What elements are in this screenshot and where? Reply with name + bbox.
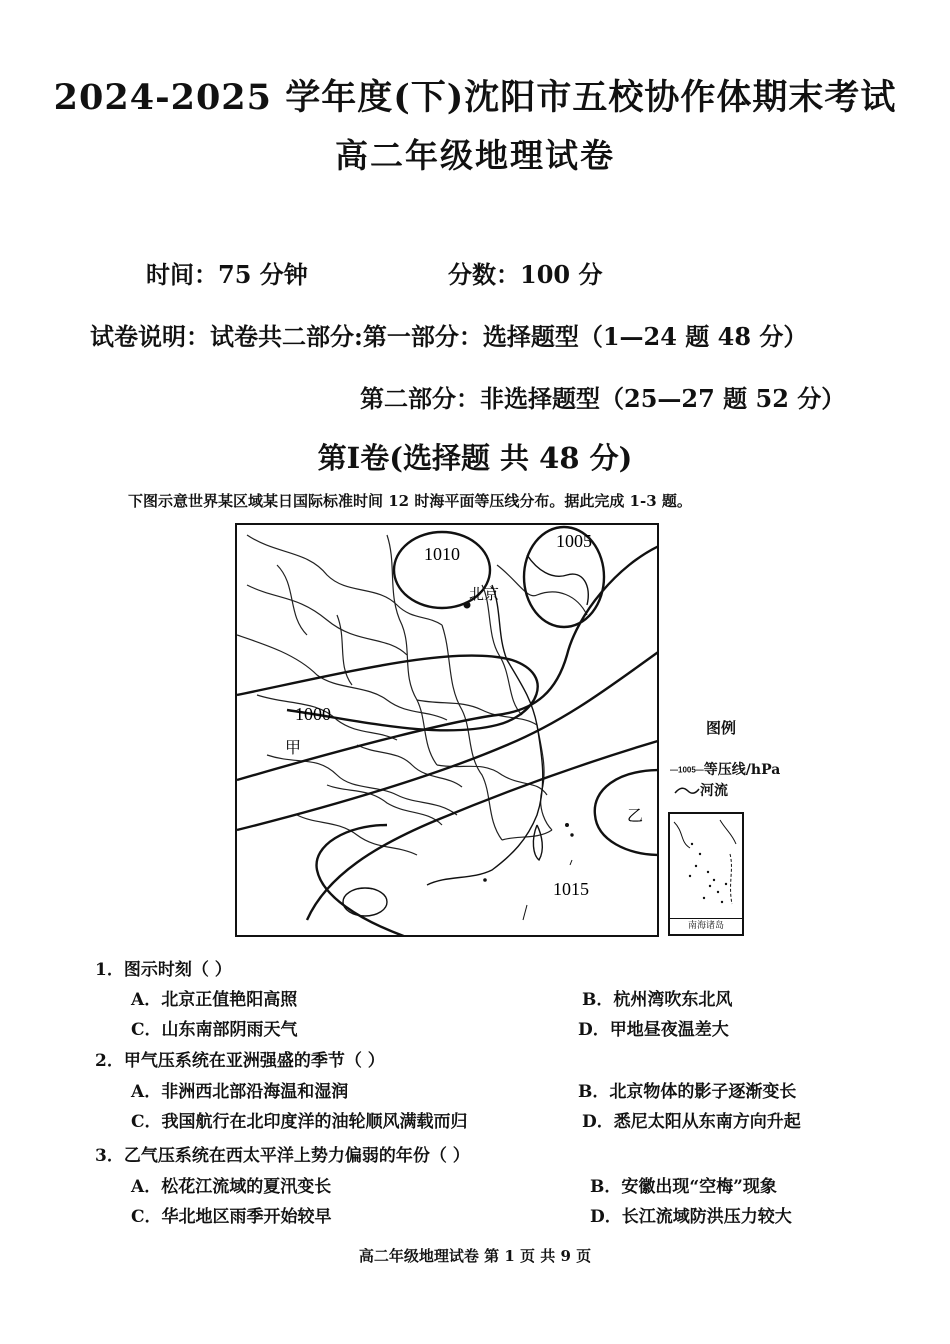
exam-score: 分数：100 分 bbox=[448, 260, 603, 289]
isobar-1005-label: 1005 bbox=[556, 531, 592, 551]
question-2-stem: 2．甲气压系统在亚洲强盛的季节（ ） bbox=[95, 1051, 385, 1071]
question-1-stem: 1．图示时刻（ ） bbox=[95, 960, 232, 980]
isobar-1000-label: 1000 bbox=[295, 704, 331, 724]
section-title: 第Ⅰ卷(选择题 共 48 分) bbox=[317, 441, 633, 475]
exam-description-part2: 第二部分：非选择题型（25—27 题 52 分） bbox=[360, 384, 846, 413]
page-footer: 高二年级地理试卷 第 1 页 共 9 页 bbox=[358, 1247, 592, 1265]
question-3-option-d: D．长江流域防洪压力较大 bbox=[590, 1207, 792, 1227]
legend-river bbox=[674, 780, 728, 800]
river-symbol-icon bbox=[674, 785, 700, 797]
taiwan-island bbox=[533, 825, 542, 860]
legend-isobar: —1005—等压线/hPa bbox=[670, 762, 781, 778]
question-1-option-d: D．甲地昼夜温差大 bbox=[578, 1020, 729, 1040]
south-china-sea-inset bbox=[668, 812, 744, 936]
question-1-option-c: C．山东南部阴雨天气 bbox=[131, 1020, 298, 1040]
legend-title: 图例 bbox=[706, 719, 737, 737]
question-3-option-a: A．松花江流域的夏汛变长 bbox=[131, 1177, 332, 1197]
legend-isobar-sample: 1005 bbox=[678, 765, 696, 775]
question-instruction: 下图示意世界某区域某日国际标准时间 12 时海平面等压线分布。据此完成 1-3 题。 bbox=[128, 492, 692, 510]
beijing-label: 北京 bbox=[469, 585, 500, 603]
exam-subtitle: 高二年级地理试卷 bbox=[335, 136, 615, 175]
legend-river-label: 河流 bbox=[700, 783, 728, 799]
question-2-option-d: D．悉尼太阳从东南方向升起 bbox=[582, 1112, 801, 1132]
question-3-option-c: C．华北地区雨季开始较早 bbox=[131, 1207, 332, 1227]
exam-time: 时间：75 分钟 bbox=[146, 260, 308, 289]
isobar-1010-label: 1010 bbox=[424, 544, 460, 564]
question-2-option-c: C．我国航行在北印度洋的油轮顺风满载而归 bbox=[131, 1112, 468, 1132]
exam-description-part1: 试卷说明：试卷共二部分:第一部分：选择题型（1—24 题 48 分） bbox=[90, 322, 808, 351]
inset-caption: 南海诸岛 bbox=[670, 918, 742, 934]
question-1-option-a: A．北京正值艳阳高照 bbox=[131, 990, 298, 1010]
isobar-1015-label: 1015 bbox=[553, 879, 589, 899]
question-3-option-b: B．安徽出现“空梅”现象 bbox=[590, 1177, 777, 1197]
question-1-option-b: B．杭州湾吹东北风 bbox=[582, 990, 733, 1010]
jia-label: 甲 bbox=[285, 738, 302, 757]
map-graphic bbox=[237, 525, 659, 937]
legend-isobar-label: 等压线/hPa bbox=[703, 762, 781, 778]
province-borders bbox=[237, 535, 587, 855]
isobar-lines bbox=[237, 527, 659, 937]
isobar-1000-inner bbox=[237, 655, 538, 730]
exam-title: 2024-2025 学年度(下)沈阳市五校协作体期末考试 bbox=[53, 77, 897, 118]
isobar-south-loop bbox=[317, 825, 412, 937]
islands bbox=[484, 824, 573, 921]
isobar-map bbox=[235, 523, 659, 937]
question-2-option-a: A．非洲西北部沿海温和湿润 bbox=[131, 1082, 349, 1102]
inset-map bbox=[670, 814, 742, 918]
yi-label: 乙 bbox=[627, 806, 644, 825]
coastline bbox=[343, 555, 588, 916]
question-3-stem: 3．乙气压系统在西太平洋上势力偏弱的年份（ ） bbox=[95, 1146, 470, 1166]
question-2-option-b: B．北京物体的影子逐渐变长 bbox=[578, 1082, 797, 1102]
hainan-island bbox=[343, 888, 387, 916]
